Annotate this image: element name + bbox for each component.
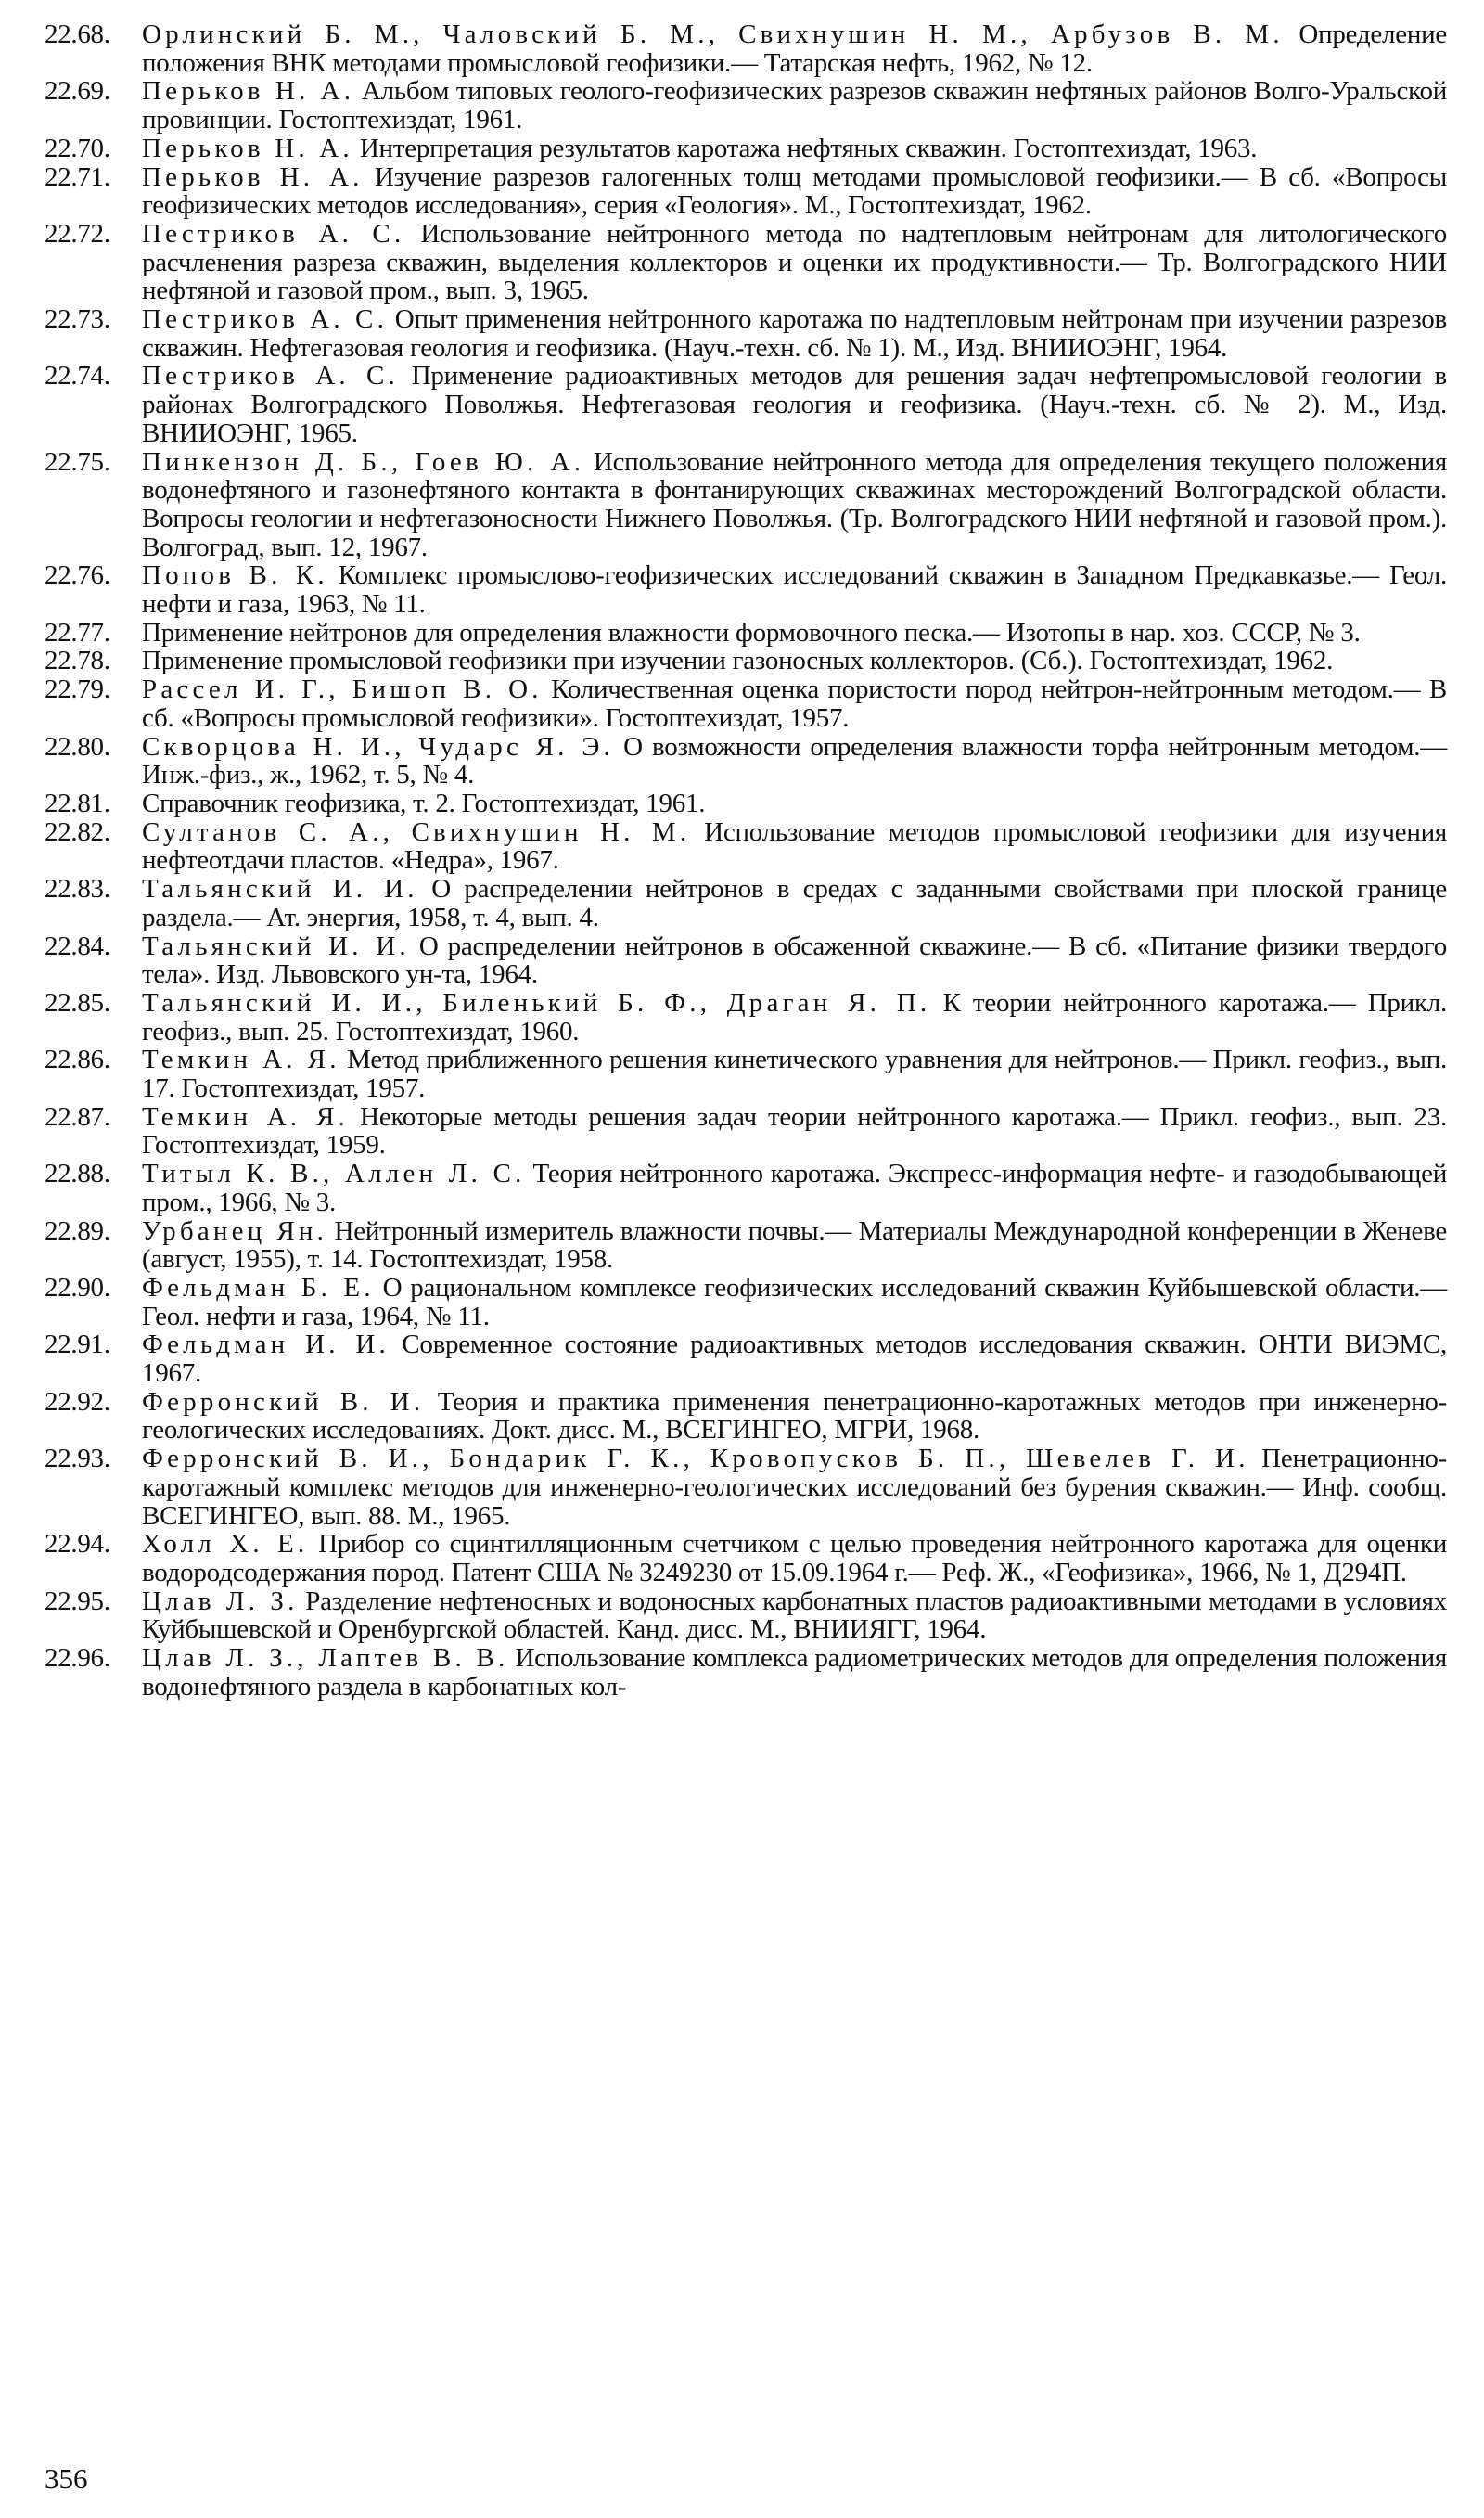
- reference-text: [142, 932, 1447, 989]
- reference-authors: Титыл К. В., Аллен Л. С.: [142, 1159, 526, 1189]
- reference-entry: [45, 20, 1447, 77]
- reference-authors: Ферронский В. И.: [142, 1386, 425, 1417]
- reference-title: Теория и практика применения пенетрационно-каротажных методов при инженерно-геологических исследованиях. Докт. дисс. М., ВСЕГИНГЕО, МГРИ, 1968.: [142, 1386, 1447, 1445]
- reference-entry: [45, 362, 1447, 447]
- reference-entry: [45, 818, 1447, 875]
- reference-title: Интерпретация результатов каротажа нефтяных скважин. Гостоптехиздат, 1963.: [352, 133, 1258, 163]
- reference-number: 22.69.: [45, 76, 110, 107]
- reference-authors: Фельдман И. И.: [142, 1330, 390, 1360]
- reference-number: 22.94.: [45, 1529, 110, 1560]
- reference-title: Нейтронный измеритель влажности почвы.— Материалы Международной конференции в Женеве (август, 1955), т. 14. Гостоптехиздат, 1958.: [142, 1215, 1447, 1275]
- reference-number: 22.70.: [45, 133, 110, 163]
- reference-text: [142, 619, 1447, 648]
- reference-entry: [45, 989, 1447, 1046]
- reference-text: [142, 448, 1447, 562]
- reference-number: 22.89.: [45, 1215, 110, 1246]
- reference-entry: [45, 1445, 1447, 1530]
- reference-title: Комплекс промыслово-геофизических исследований скважин в Западном Предкавказье.— Геол. нефти и газа, 1963, № 11.: [142, 560, 1447, 620]
- page-number: 356: [45, 2462, 88, 2495]
- reference-number: 22.93.: [45, 1444, 110, 1474]
- reference-entry: [45, 1274, 1447, 1330]
- reference-title: Использование методов промысловой геофизики для изучения нефтеотдачи пластов. «Недра», 1967.: [142, 816, 1448, 876]
- reference-entry: [45, 448, 1447, 562]
- reference-number: 22.95.: [45, 1586, 110, 1616]
- reference-text: [142, 647, 1447, 675]
- reference-authors: Перьков Н. А.: [142, 161, 364, 192]
- reference-title: О возможности определения влажности торфа нейтронным методом.— Инж.-физ., ж., 1962, т. 5, № 4.: [142, 731, 1447, 790]
- reference-authors: Пестриков А. С.: [142, 304, 389, 335]
- reference-entry: [45, 1217, 1447, 1274]
- reference-title: Справочник геофизика, т. 2. Гостоптехиздат, 1961.: [142, 788, 706, 818]
- reference-title: Прибор со сцинтилляционным счетчиком с целью проведения нейтронного каротажа для оценки водородсодержания пород. Патент США № 3249230 от 15.09.1964 г.— Реф. Ж., «Геофизика», 1966, № 1, Д294П.: [142, 1529, 1447, 1587]
- reference-text: [142, 1330, 1447, 1387]
- reference-text: [142, 1587, 1447, 1644]
- reference-text: [142, 1160, 1447, 1216]
- reference-number: 22.84.: [45, 931, 110, 961]
- reference-entry: [45, 675, 1447, 732]
- reference-text: [142, 1445, 1447, 1530]
- reference-title: Использование нейтронного метода для определения текущего положения водонефтяного и газонефтяного контакта в фонтанирующих скважинах месторождений Волгоградской области. Вопросы геологии и нефтегазоносности Нижнего Поволжья. (Тр. Волгоградского НИИ нефтяной и газовой пром.). Волгоград, вып. 12, 1967.: [142, 446, 1448, 562]
- reference-number: 22.96.: [45, 1643, 110, 1674]
- reference-title: Определение положения ВНК методами промысловой геофизики.— Татарская нефть, 1962, № 12.: [142, 19, 1447, 78]
- reference-title: Опыт применения нейтронного каротажа по надтепловым нейтронам при изучении разрезов скважин. Нефтегазовая геология и геофизика. (Науч.-техн. сб. № 1). М., Изд. ВНИИОЭНГ, 1964.: [142, 304, 1447, 363]
- reference-entry: [45, 932, 1447, 989]
- reference-title: Некоторые методы решения задач теории нейтронного каротажа.— Прикл. геофиз., вып. 23. Гостоптехиздат, 1959.: [142, 1101, 1447, 1161]
- reference-text: [142, 1388, 1447, 1445]
- reference-authors: Тальянский И. И.: [142, 874, 418, 905]
- reference-authors: Темкин А. Я.: [142, 1101, 349, 1132]
- reference-entry: [45, 790, 1447, 818]
- reference-authors: Пинкензон Д. Б., Гоев Ю. А.: [142, 446, 585, 477]
- reference-number: 22.80.: [45, 731, 110, 762]
- reference-text: [142, 220, 1447, 305]
- reference-entry: [45, 1103, 1447, 1160]
- reference-number: 22.74.: [45, 361, 110, 392]
- reference-entry: [45, 619, 1447, 648]
- reference-text: [142, 1217, 1447, 1274]
- reference-entry: [45, 220, 1447, 305]
- reference-authors: Холл Х. Е.: [142, 1529, 309, 1560]
- reference-authors: Цлав Л. З., Лаптев В. В.: [142, 1643, 509, 1674]
- reference-number: 22.77.: [45, 617, 110, 648]
- reference-number: 22.68.: [45, 19, 110, 49]
- reference-number: 22.91.: [45, 1330, 110, 1360]
- reference-number: 22.76.: [45, 560, 110, 591]
- reference-authors: Попов В. К.: [142, 560, 328, 591]
- reference-title: Современное состояние радиоактивных методов исследования скважин. ОНТИ ВИЭМС, 1967.: [142, 1330, 1447, 1389]
- reference-authors: Ферронский В. И., Бондарик Г. К., Кровопусков Б. П., Шевелев Г. И.: [142, 1444, 1249, 1474]
- reference-number: 22.72.: [45, 218, 110, 249]
- reference-number: 22.73.: [45, 304, 110, 335]
- reference-authors: Султанов С. А., Свихнушин Н. М.: [142, 816, 691, 847]
- reference-text: [142, 77, 1447, 134]
- reference-authors: Рассел И. Г., Бишоп В. О.: [142, 674, 543, 705]
- reference-title: Альбом типовых геолого-геофизических разрезов скважин нефтяных районов Волго-Уральской провинции. Гостоптехиздат, 1961.: [142, 76, 1447, 135]
- reference-title: О распределении нейтронов в средах с заданными свойствами при плоской границе раздела.— Ат. энергия, 1958, т. 4, вып. 4.: [142, 874, 1447, 932]
- reference-text: [142, 362, 1447, 447]
- reference-number: 22.92.: [45, 1386, 110, 1417]
- reference-text: [142, 20, 1447, 77]
- reference-number: 22.78.: [45, 646, 110, 676]
- reference-entry: [45, 305, 1447, 362]
- reference-entry: [45, 163, 1447, 220]
- reference-title: Использование комплекса радиометрических методов для определения положения водонефтяного раздела в карбонатных кол-: [142, 1643, 1447, 1702]
- reference-number: 22.75.: [45, 446, 110, 477]
- reference-entry: [45, 1530, 1447, 1587]
- reference-title: Разделение нефтеносных и водоносных карбонатных пластов радиоактивными методами в условиях Куйбышевской и Оренбургской областей. Канд. дисс. М., ВНИИЯГГ, 1964.: [142, 1586, 1447, 1645]
- reference-text: [142, 875, 1447, 931]
- reference-title: Пенетрационно-каротажный комплекс методов для инженерно-геологических исследований без бурения скважин.— Инф. сообщ. ВСЕГИНГЕО, вып. 88. М., 1965.: [142, 1444, 1447, 1531]
- reference-text: [142, 561, 1447, 618]
- reference-entry: [45, 733, 1447, 790]
- reference-authors: Орлинский Б. М., Чаловский Б. М., Свихнушин Н. М., Арбузов В. М.: [142, 19, 1284, 49]
- reference-authors: Урбанец Ян.: [142, 1215, 328, 1246]
- reference-title: Применение нейтронов для определения влажности формовочного песка.— Изотопы в нар. хоз. СССР, № 3.: [142, 617, 1361, 648]
- reference-number: 22.83.: [45, 874, 110, 905]
- reference-number: 22.71.: [45, 161, 110, 192]
- reference-list: [45, 20, 1447, 1701]
- reference-entry: [45, 1160, 1447, 1216]
- reference-title: О рациональном комплексе геофизических исследований скважин Куйбышевской области.— Геол. нефти и газа, 1964, № 11.: [142, 1272, 1447, 1331]
- reference-number: 22.79.: [45, 674, 110, 705]
- reference-number: 22.86.: [45, 1045, 110, 1075]
- reference-number: 22.90.: [45, 1272, 110, 1303]
- reference-title: О распределении нейтронов в обсаженной скважине.— В сб. «Питание физики твердого тела». Изд. Львовского ун-та, 1964.: [142, 931, 1447, 990]
- reference-number: 22.85.: [45, 987, 110, 1018]
- reference-entry: [45, 1388, 1447, 1445]
- reference-entry: [45, 1046, 1447, 1102]
- reference-number: 22.88.: [45, 1159, 110, 1189]
- reference-entry: [45, 875, 1447, 931]
- reference-title: Применение промысловой геофизики при изучении газоносных коллекторов. (Сб.). Гостоптехиздат, 1962.: [142, 646, 1334, 676]
- reference-title: Применение радиоактивных методов для решения задач нефтепромысловой геологии в районах Волгоградского Поволжья. Нефтегазовая геология и геофизика. (Науч.-техн. сб. № 2). М., Изд. ВНИИОЭНГ, 1965.: [142, 361, 1447, 448]
- reference-text: [142, 1046, 1447, 1102]
- reference-entry: [45, 647, 1447, 675]
- reference-entry: [45, 135, 1447, 163]
- reference-text: [142, 1274, 1447, 1330]
- reference-title: Использование нейтронного метода по надтепловым нейтронам для литологического расчленения разреза скважин, выделения коллекторов и оценки их продуктивности.— Тр. Волгоградского НИИ нефтяной и газовой пром., вып. 3, 1965.: [142, 218, 1447, 306]
- reference-title: Количественная оценка пористости пород нейтрон-нейтронным методом.— В сб. «Вопросы промысловой геофизики». Гостоптехиздат, 1957.: [142, 674, 1447, 733]
- reference-title: К теории нейтронного каротажа.— Прикл. геофиз., вып. 25. Гостоптехиздат, 1960.: [142, 987, 1448, 1047]
- reference-text: [142, 1530, 1447, 1587]
- reference-authors: Скворцова Н. И., Чударс Я. Э.: [142, 731, 614, 762]
- reference-number: 22.87.: [45, 1101, 110, 1132]
- reference-entry: [45, 561, 1447, 618]
- reference-text: [142, 818, 1447, 875]
- reference-entry: [45, 1644, 1447, 1701]
- reference-authors: Темкин А. Я.: [142, 1045, 340, 1075]
- reference-text: [142, 135, 1447, 163]
- reference-authors: Перьков Н. А.: [142, 76, 355, 107]
- reference-text: [142, 675, 1447, 732]
- reference-authors: Цлав Л. З.: [142, 1586, 299, 1616]
- reference-entry: [45, 77, 1447, 134]
- reference-authors: Фельдман Б. Е.: [142, 1272, 375, 1303]
- reference-text: [142, 790, 1447, 818]
- reference-text: [142, 1644, 1447, 1701]
- reference-title: Метод приближенного решения кинетического уравнения для нейтронов.— Прикл. геофиз., вып. 17. Гостоптехиздат, 1957.: [142, 1045, 1447, 1104]
- reference-text: [142, 989, 1447, 1046]
- reference-authors: Перьков Н. А.: [142, 133, 353, 163]
- reference-text: [142, 1103, 1447, 1160]
- reference-entry: [45, 1330, 1447, 1387]
- reference-text: [142, 305, 1447, 362]
- reference-authors: Пестриков А. С.: [142, 218, 405, 249]
- reference-text: [142, 733, 1447, 790]
- reference-title: Теория нейтронного каротажа. Экспресс-информация нефте- и газодобывающей пром., 1966, № 3.: [142, 1159, 1447, 1217]
- reference-number: 22.82.: [45, 816, 110, 847]
- reference-entry: [45, 1587, 1447, 1644]
- reference-title: Изучение разрезов галогенных толщ методами промысловой геофизики.— В сб. «Вопросы геофизических методов исследования», серия «Геология». М., Гостоптехиздат, 1962.: [142, 161, 1447, 221]
- reference-number: 22.81.: [45, 788, 110, 818]
- reference-text: [142, 163, 1447, 220]
- reference-authors: Пестриков А. С.: [142, 361, 399, 392]
- reference-authors: Тальянский И. И.: [142, 931, 410, 961]
- reference-authors: Тальянский И. И., Биленький Б. Ф., Драган Я. П.: [142, 987, 931, 1018]
